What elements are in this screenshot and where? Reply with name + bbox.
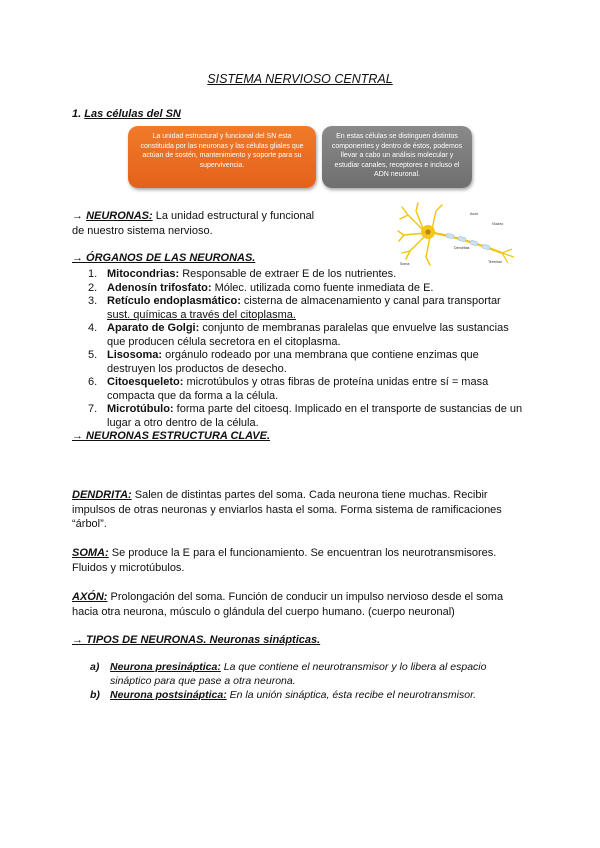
- gray-summary-box: En estas células se distinguen distintos componentes y dentro de éstos, podemos llevar a cabo un análisis molecular y estudiar canales, receptores e incluso el ADN neuronal.: [322, 126, 472, 188]
- neuron-illustration: [396, 201, 520, 269]
- soma-label: SOMA:: [72, 547, 109, 559]
- neuronas-label: NEURONAS:: [86, 210, 153, 222]
- list-item: 7. Microtúbulo: forma parte del citoesq. Implicado en el transporte de sustancias de un lugar a otro dentro de la célula.: [88, 403, 523, 429]
- section-label: Las células del SN: [84, 108, 181, 120]
- neuronas-text-1: La unidad estructural y funcional: [155, 210, 315, 222]
- list-item: 1. Mitocondrias: Responsable de extraer E de los nutrientes.: [88, 268, 397, 280]
- dendrita-label: DENDRITA:: [72, 489, 132, 501]
- section-1-heading: [72, 108, 181, 120]
- label-axon: Axón: [470, 212, 479, 216]
- arrow: →: [72, 210, 83, 222]
- list-item: 5. Lisosoma: orgánulo rodeado por una membrana que contiene enzimas que destruyen los productos de desecho.: [88, 349, 479, 375]
- label-soma: Soma: [400, 262, 410, 266]
- list-item: 6. Citoesqueleto: microtúbulos y otras fibras de proteína unidas entre sí = masa compacta que da forma a la célula.: [88, 376, 489, 402]
- label-terminal: Terminal: [488, 260, 502, 264]
- estructura-heading: → NEURONAS ESTRUCTURA CLAVE.: [72, 430, 271, 442]
- axon-label: AXÓN:: [72, 591, 108, 603]
- neuronas-paragraph: [72, 209, 392, 238]
- list-item: b) Neurona postsináptica: En la unión sináptica, ésta recibe el neurotransmisor.: [90, 689, 477, 701]
- soma-paragraph: SOMA: Se produce la E para el funcionamiento. Se encuentran los neurotransmisores. Fluidos y microtúbulos.: [72, 547, 497, 574]
- tipos-heading: → TIPOS DE NEURONAS. Neuronas sinápticas.: [72, 634, 321, 646]
- label-dendritas: Dendritas: [454, 246, 470, 250]
- list-item: a) Neurona presináptica: La que contiene el neurotransmisor y lo libera al espacio sináptico para que pase a otra neurona.: [90, 661, 487, 687]
- organos-list: [72, 268, 542, 430]
- section-number: 1.: [72, 108, 82, 120]
- page-title: SISTEMA NERVIOSO CENTRAL: [207, 72, 393, 86]
- tipos-list: [90, 660, 530, 702]
- orange-summary-box: La unidad estructural y funcional del SN esta constituida por las neuronas y las células gliales que actúan de sostén, mantenimiento y soporte para su supervivencia.: [128, 126, 316, 188]
- label-nucleo: Núcleo: [492, 222, 504, 226]
- list-item: 4. Aparato de Golgi: conjunto de membranas paralelas que envuelve las sustancias que producen célula secretora en el citoplasma.: [88, 322, 509, 348]
- list-item: 3. Retículo endoplasmático: cisterna de almacenamiento y canal para transportar sust. químicas a través del citoplasma.: [88, 295, 501, 321]
- axon-paragraph: AXÓN: Prolongación del soma. Función de conducir un impulso nervioso desde el soma hacia otra neurona, músculo o glándula del cuerpo humano. (cuerpo neuronal): [72, 591, 504, 618]
- neuronas-text-2: de nuestro sistema nervioso.: [72, 224, 213, 237]
- organos-heading: → ÓRGANOS DE LAS NEURONAS.: [72, 252, 256, 264]
- dendrita-paragraph: DENDRITA: Salen de distintas partes del soma. Cada neurona tiene muchas. Recibir impulsos de otras neuronas y enviarlos hasta el soma. Forma sistema de ramificaciones “árbol”.: [72, 489, 502, 530]
- list-item: 2. Adenosín trifosfato: Mólec. utilizada como fuente inmediata de E.: [88, 281, 434, 294]
